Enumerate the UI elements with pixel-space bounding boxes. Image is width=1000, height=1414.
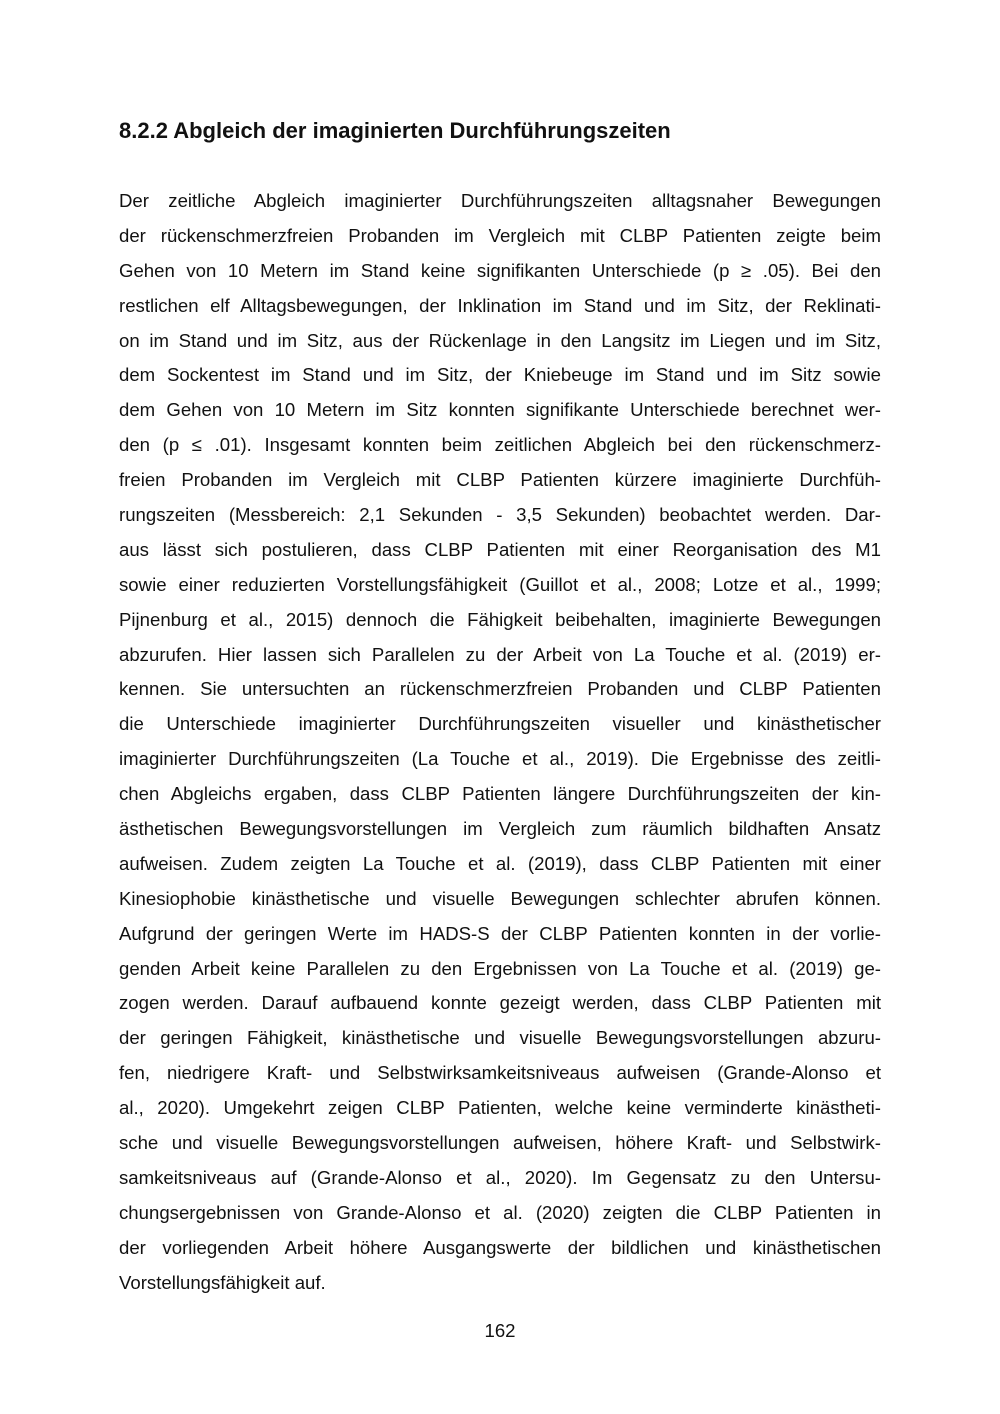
text-line: restlichen elf Alltagsbewegungen, der Inklination im Stand und im Sitz, der Reklinati- <box>119 294 881 316</box>
section-heading: 8.2.2 Abgleich der imaginierten Durchführungszeiten <box>119 118 671 143</box>
text-line: Kinesiophobie kinästhetische und visuelle Bewegungen schlechter abrufen können. <box>119 887 881 909</box>
text-line: aufweisen. Zudem zeigten La Touche et al. (2019), dass CLBP Patienten mit einer <box>119 852 881 874</box>
text-line: Gehen von 10 Metern im Stand keine signifikanten Unterschiede (p ≥ .05). Bei den <box>119 259 881 281</box>
text-line: kennen. Sie untersuchten an rückenschmerzfreien Probanden und CLBP Patienten <box>119 678 881 700</box>
text-line: chen Abgleichs ergaben, dass CLBP Patienten längere Durchführungszeiten der kin- <box>119 783 881 805</box>
text-line: Aufgrund der geringen Werte im HADS-S der CLBP Patienten konnten in der vorlie- <box>119 922 881 944</box>
text-line: Der zeitliche Abgleich imaginierter Durchführungszeiten alltagsnaher Bewegungen <box>119 190 881 211</box>
body-paragraph <box>119 184 881 1301</box>
text-line: genden Arbeit keine Parallelen zu den Ergebnissen von La Touche et al. (2019) ge- <box>119 957 881 979</box>
page-number: 162 <box>484 1320 516 1341</box>
text-line: on im Stand und im Sitz, aus der Rückenlage in den Langsitz im Liegen und im Sitz, <box>119 329 881 351</box>
text-line: fen, niedrigere Kraft- und Selbstwirksamkeitsniveaus aufweisen (Grande-Alonso et <box>119 1062 881 1084</box>
text-line: sowie einer reduzierten Vorstellungsfähigkeit (Guillot et al., 2008; Lotze et al., 1999; <box>119 573 881 595</box>
text-line: Pijnenburg et al., 2015) dennoch die Fähigkeit beibehalten, imaginierte Bewegungen <box>119 608 881 630</box>
text-line: abzurufen. Hier lassen sich Parallelen zu der Arbeit von La Touche et al. (2019) er- <box>119 643 881 665</box>
text-line: imaginierter Durchführungszeiten (La Touche et al., 2019). Die Ergebnisse des zeitli- <box>119 748 881 770</box>
text-line: der vorliegenden Arbeit höhere Ausgangswerte der bildlichen und kinästhetischen <box>119 1236 881 1258</box>
text-line: Vorstellungsfähigkeit auf. <box>119 1271 326 1293</box>
text-line: zogen werden. Darauf aufbauend konnte gezeigt werden, dass CLBP Patienten mit <box>119 992 881 1014</box>
text-line: samkeitsniveaus auf (Grande-Alonso et al., 2020). Im Gegensatz zu den Untersu- <box>119 1166 881 1188</box>
text-line: dem Sockentest im Stand und im Sitz, der Kniebeuge im Stand und im Sitz sowie <box>119 364 881 386</box>
text-line: sche und visuelle Bewegungsvorstellungen aufweisen, höhere Kraft- und Selbstwirk- <box>119 1132 881 1154</box>
text-line: chungsergebnissen von Grande-Alonso et al. (2020) zeigten die CLBP Patienten in <box>119 1201 881 1223</box>
text-line: al., 2020). Umgekehrt zeigen CLBP Patienten, welche keine verminderte kinästheti- <box>119 1097 881 1119</box>
text-line: rungszeiten (Messbereich: 2,1 Sekunden - 3,5 Sekunden) beobachtet werden. Dar- <box>119 504 881 526</box>
text-line: den (p ≤ .01). Insgesamt konnten beim zeitlichen Abgleich bei den rückenschmerz- <box>119 434 881 456</box>
text-line: aus lässt sich postulieren, dass CLBP Patienten mit einer Reorganisation des M1 <box>119 538 881 560</box>
text-line: ästhetischen Bewegungsvorstellungen im Vergleich zum räumlich bildhaften Ansatz <box>119 818 881 840</box>
text-line: die Unterschiede imaginierter Durchführungszeiten visueller und kinästhetischer <box>119 713 881 735</box>
text-line: der geringen Fähigkeit, kinästhetische und visuelle Bewegungsvorstellungen abzuru- <box>119 1027 881 1049</box>
text-line: freien Probanden im Vergleich mit CLBP Patienten kürzere imaginierte Durchfüh- <box>119 469 881 491</box>
text-line: dem Gehen von 10 Metern im Sitz konnten signifikante Unterschiede berechnet wer- <box>119 399 881 421</box>
text-line: der rückenschmerzfreien Probanden im Vergleich mit CLBP Patienten zeigte beim <box>119 224 881 246</box>
